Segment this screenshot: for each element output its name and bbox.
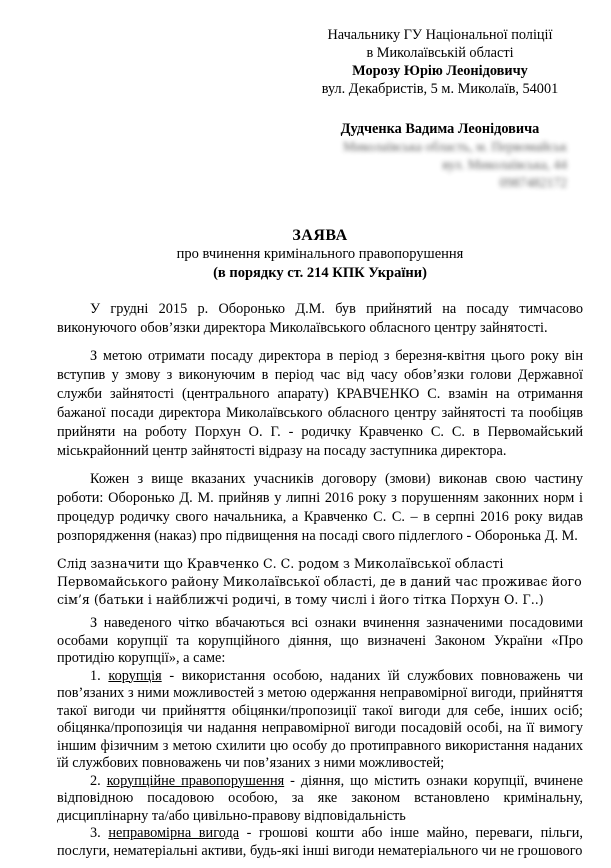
document-title: ЗАЯВА [292,227,348,244]
redacted-address-line-3: 0987482172 [499,175,567,190]
paragraph-note: Слід зазначити що Кравченко С. С. родом з Миколаївської області Первомайського району Миколаївської області, де в даний час проживає його сім’я (батьки і найближчі родичі, в тому числі і його тітка Порхун О. Г..) [57,556,582,607]
document-procedure-reference: (в порядку ст. 214 КПК України) [213,265,427,281]
definition-text: - грошові кошти або інше майно, переваги, пільги, послуги, нематеріальні активи, будь-які інші вигоди нематеріального чи не грошового [57,825,583,859]
recipient-org-line: Начальнику ГУ Національної поліції [327,27,553,43]
recipient-address: вул. Декабристів, 5 м. Миколаїв, 54001 [321,81,559,97]
applicant-address-redacted [297,138,583,192]
definition-text: - використання особою, наданих їй службових повноважень чи пов’язаних з ними можливостей з метою одержання неправомірної вигоди, прийняття такої вигоди чи прийняття обіцянки/пропозиції такої вигоди для себе, інших осіб; обіцянка/пропозиція чи надання неправомірної вигоди посадовій особі, на її вимогу іншим фізичним з метою схилити цю особу до протиправного використання наданих їй службових повноважень чи пов’язаних з ними можливостей; [57,667,583,771]
recipient-name: Морозу Юрію Леонідовичу [352,63,528,79]
definition-text: - діяння, що містить ознаки корупції, вчинене відповідною посадовою особою, за яке законом встановлено кримінальну, дисциплінарну та/або цивільно-правову відповідальність [57,772,583,824]
definition-term: корупційне правопорушення [106,772,285,789]
recipient-block [297,26,583,192]
definition-item-unlawful-benefit [57,825,583,860]
applicant-name: Дудченка Вадима Леонідовича [340,121,540,137]
paragraph-execution: Кожен з вище вказаних учасників договору (змови) виконав свою частину роботи: Оборонько Д. М. прийняв у липні 2016 року з порушенням законних норм і процедур родичку свого начальника, а Кравченко С. С. – в серпні 2016 року видав розпорядження (наказ) про підвищення на посаді свого підлеглого - Оборонька Д. М. [57,471,583,544]
document-subtitle: про вчинення кримінального правопорушення [176,246,464,262]
paragraph-appointment: У грудні 2015 р. Оборонько Д.М. був прийнятий на посаду тимчасово виконуючого обов’язки директора Миколаївського обласного центру зайнятості. [57,301,583,336]
redacted-address-line-1: Миколаївська область, м. Первомайськ [342,139,567,154]
redacted-address-line-2: вул. Миколаївська, 44 [442,157,567,172]
definitions-block [57,615,583,860]
definition-number: 2. [90,772,107,789]
paragraph-conclusion: З наведеного чітко вбачаються всі ознаки вчинення зазначеними посадовими особами корупції та корупційного діяння, що визначені Законом України «Про протидію корупції», а саме: [57,615,583,666]
definition-term: неправомірна вигода [108,825,240,841]
definition-term: корупція [108,667,162,684]
definition-item-corruption [57,668,583,773]
document-body [57,300,583,860]
recipient-region-line: в Миколаївській області [366,45,514,61]
definition-item-corruption-offense [57,773,583,826]
definition-number: 3. [90,825,109,841]
paragraph-collusion: З метою отримати посаду директора в період з березня-квітня цього року він вступив у змову з виконуючим в період час від часу обов’язки голови Державної служби зайнятості (центрального апарату) КРАВЧЕНКО С. взамін на отримання бажаної посади директора Миколаївського обласного центру зайнятості та пообіцяв прийняти на роботу Порхун О. Г. - родичку Кравченко С. С. в Первомайський міськрайонний центр зайнятості відразу на посаду заступника директора. [57,348,583,459]
document-title-block [57,226,583,283]
definition-number: 1. [90,667,109,684]
